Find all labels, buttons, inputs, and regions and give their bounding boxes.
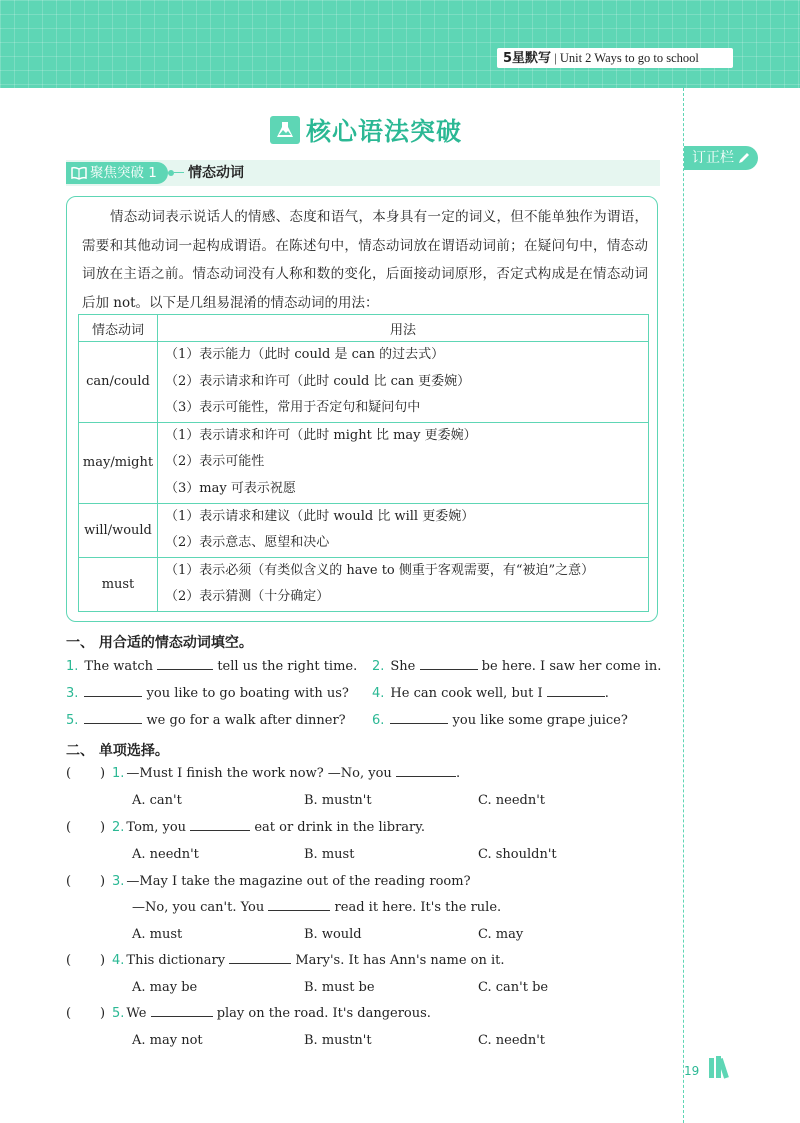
option-c[interactable]: C. can't be bbox=[478, 980, 549, 995]
option-a[interactable]: A. may be bbox=[132, 980, 198, 995]
table-cell-verb: must bbox=[79, 557, 158, 611]
item-text-post: you like some grape juice? bbox=[452, 713, 628, 728]
option-c[interactable]: C. may bbox=[478, 927, 524, 942]
table-row bbox=[79, 503, 649, 557]
answer-blank[interactable] bbox=[84, 696, 142, 697]
option-b[interactable]: B. must be bbox=[304, 980, 375, 995]
item-text-pre: He can cook well, but I bbox=[390, 686, 543, 701]
option-a[interactable]: A. can't bbox=[132, 793, 182, 808]
table-cell-usage bbox=[158, 557, 649, 611]
usage-line: （1）表示请求和许可（此时 might 比 may 更委婉） bbox=[165, 427, 477, 443]
table-cell-usage bbox=[158, 503, 649, 557]
table-row bbox=[79, 342, 649, 423]
question-text-pre: This dictionary bbox=[126, 953, 226, 968]
unit-label: Unit 2 Ways to go to school bbox=[559, 51, 699, 65]
flask-icon bbox=[270, 116, 300, 144]
option-c[interactable]: C. needn't bbox=[478, 1033, 545, 1048]
question-text-post: . bbox=[455, 766, 461, 781]
choice-question bbox=[112, 953, 505, 968]
option-b[interactable]: B. must bbox=[304, 847, 355, 862]
table-header-verb: 情态动词 bbox=[79, 315, 158, 342]
focus-bar bbox=[66, 160, 660, 186]
answer-blank[interactable] bbox=[84, 723, 142, 724]
answer-blank[interactable] bbox=[190, 830, 250, 831]
usage-line: （2）表示意志、愿望和决心 bbox=[165, 535, 330, 551]
usage-line: （2）表示可能性 bbox=[165, 454, 265, 470]
question-text-pre: Tom, you bbox=[126, 820, 187, 835]
question-text-post: eat or drink in the library. bbox=[254, 820, 426, 835]
item-text-pre: She bbox=[390, 659, 416, 674]
option-b[interactable]: B. mustn't bbox=[304, 793, 372, 808]
table-cell-verb: can/could bbox=[79, 342, 158, 423]
table-row bbox=[79, 557, 649, 611]
question-number: 1. bbox=[112, 766, 125, 781]
item-number: 3. bbox=[66, 686, 79, 701]
item-number: 5. bbox=[66, 713, 79, 728]
correction-margin-line bbox=[683, 88, 684, 1123]
fill-item bbox=[372, 713, 628, 728]
answer-blank[interactable] bbox=[390, 723, 448, 724]
item-text-post: . bbox=[604, 686, 609, 701]
usage-line: （1）表示请求和建议（此时 would 比 will 更委婉） bbox=[165, 508, 475, 524]
question-text-pre: —No, you can't. You bbox=[132, 900, 265, 915]
item-text-post: be here. I saw her come in. bbox=[481, 659, 662, 674]
question-text-post: read it here. It's the rule. bbox=[334, 900, 502, 915]
item-text-post: we go for a walk after dinner? bbox=[146, 713, 346, 728]
choice-question bbox=[112, 1006, 431, 1021]
option-a[interactable]: A. may not bbox=[132, 1033, 203, 1048]
unit-tag: 5星默写 | Unit 2 Ways to go to school bbox=[497, 48, 733, 68]
answer-paren[interactable]: ( ) bbox=[66, 820, 106, 835]
question-text-pre: We bbox=[126, 1006, 147, 1021]
correction-label: 订正栏 bbox=[692, 150, 734, 166]
part2-title: 二、 单项选择。 bbox=[66, 743, 169, 759]
question-text-post: Mary's. It has Ann's name on it. bbox=[295, 953, 505, 968]
choice-question bbox=[112, 874, 471, 889]
focus-label-badge bbox=[66, 162, 168, 184]
answer-paren[interactable]: ( ) bbox=[66, 953, 106, 968]
answer-blank[interactable] bbox=[420, 669, 478, 670]
option-a[interactable]: A. needn't bbox=[132, 847, 199, 862]
answer-blank[interactable] bbox=[396, 776, 456, 777]
choice-question bbox=[112, 766, 460, 781]
item-text-post: you like to go boating with us? bbox=[146, 686, 349, 701]
focus-dot bbox=[168, 170, 174, 176]
table-cell-usage bbox=[158, 422, 649, 503]
table-header-row bbox=[79, 315, 649, 342]
usage-line: （2）表示请求和许可（此时 could 比 can 更委婉） bbox=[165, 373, 471, 389]
usage-line: （1）表示必须（有类似含义的 have to 侧重于客观需要，有“被迫”之意） bbox=[165, 562, 595, 578]
book-icon bbox=[71, 166, 87, 180]
item-text-pre: The watch bbox=[84, 659, 154, 674]
item-number: 6. bbox=[372, 713, 385, 728]
brand-label: 5星默写 bbox=[503, 51, 552, 66]
question-text-pre: —May I take the magazine out of the reading room? bbox=[126, 874, 471, 889]
correction-tab bbox=[684, 146, 758, 170]
intro-paragraph: 情态动词表示说话人的情感、态度和语气，本身具有一定的词义，但不能单独作为谓语，需要和其他动词一起构成谓语。在陈述句中，情态动词放在谓语动词前；在疑问句中，情态动词放在主语之前。情态动词没有人称和数的变化，后面接动词原形，否定式构成是在情态动词后加 not。以下是几组易混淆的情态动词的用法： bbox=[82, 209, 648, 311]
option-b[interactable]: B. mustn't bbox=[304, 1033, 372, 1048]
question-text-post: play on the road. It's dangerous. bbox=[216, 1006, 431, 1021]
usage-line: （3）may 可表示祝愿 bbox=[165, 480, 296, 496]
question-number: 5. bbox=[112, 1006, 125, 1021]
books-icon bbox=[707, 1054, 737, 1080]
item-number: 4. bbox=[372, 686, 385, 701]
table-cell-verb: may/might bbox=[79, 422, 158, 503]
answer-paren[interactable]: ( ) bbox=[66, 1006, 106, 1021]
question-number: 2. bbox=[112, 820, 125, 835]
item-number: 2. bbox=[372, 659, 385, 674]
answer-paren[interactable]: ( ) bbox=[66, 766, 106, 781]
option-b[interactable]: B. would bbox=[304, 927, 362, 942]
usage-line: （1）表示能力（此时 could 是 can 的过去式） bbox=[165, 347, 445, 362]
fill-item bbox=[372, 659, 661, 674]
table-cell-verb: will/would bbox=[79, 503, 158, 557]
fill-item bbox=[66, 713, 346, 728]
question-line-2 bbox=[132, 900, 501, 915]
page-number: 19 bbox=[684, 1064, 700, 1078]
focus-label: 聚焦突破 1 bbox=[90, 165, 157, 181]
fill-item bbox=[372, 686, 609, 701]
answer-paren[interactable]: ( ) bbox=[66, 874, 106, 889]
table-header-usage: 用法 bbox=[158, 315, 649, 342]
usage-line: （3）表示可能性，常用于否定句和疑问句中 bbox=[165, 400, 421, 416]
focus-connector bbox=[174, 172, 184, 173]
option-a[interactable]: A. must bbox=[132, 927, 183, 942]
option-c[interactable]: C. shouldn't bbox=[478, 847, 557, 862]
answer-blank[interactable] bbox=[229, 963, 291, 964]
item-number: 1. bbox=[66, 659, 79, 674]
section-title: 核心语法突破 bbox=[306, 117, 463, 146]
question-number: 3. bbox=[112, 874, 125, 889]
answer-blank[interactable] bbox=[151, 1016, 213, 1017]
answer-blank[interactable] bbox=[157, 669, 213, 670]
modal-verb-table bbox=[78, 314, 649, 612]
question-text-pre: —Must I finish the work now? —No, you bbox=[126, 766, 392, 781]
choice-question bbox=[112, 820, 425, 835]
fill-item bbox=[66, 686, 349, 701]
pencil-icon bbox=[737, 151, 751, 165]
focus-title: 情态动词 bbox=[188, 165, 244, 181]
question-number: 4. bbox=[112, 953, 125, 968]
answer-blank[interactable] bbox=[547, 696, 605, 697]
part1-title: 一、 用合适的情态动词填空。 bbox=[66, 635, 253, 651]
header-band bbox=[0, 0, 800, 88]
table-row bbox=[79, 422, 649, 503]
answer-blank[interactable] bbox=[268, 910, 330, 911]
item-text-post: tell us the right time. bbox=[217, 659, 358, 674]
section-heading bbox=[270, 112, 462, 148]
table-cell-usage bbox=[158, 342, 649, 423]
fill-item bbox=[66, 659, 357, 674]
option-c[interactable]: C. needn't bbox=[478, 793, 545, 808]
usage-line: （2）表示猜测（十分确定） bbox=[165, 589, 330, 605]
